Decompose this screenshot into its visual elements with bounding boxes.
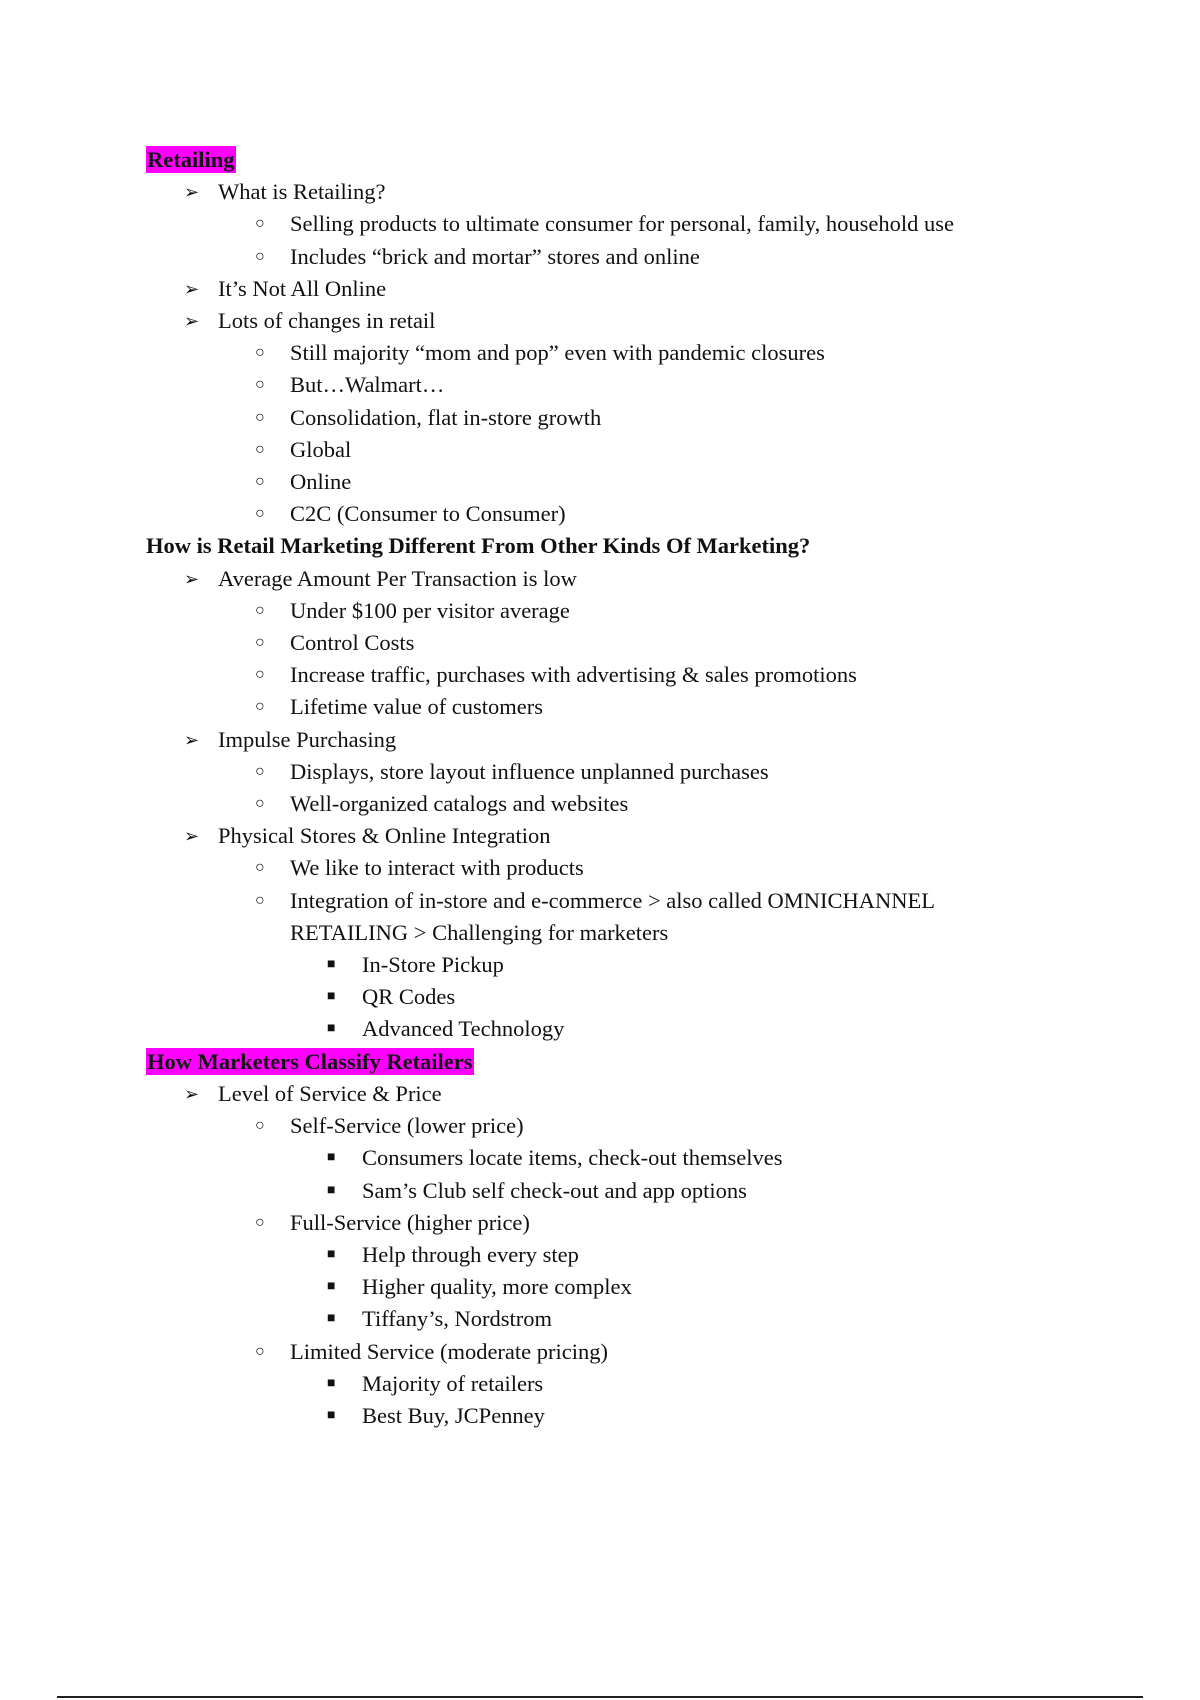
list-item: ■ Consumers locate items, check-out themselves <box>146 1142 1046 1174</box>
list-item: ➢ Impulse Purchasing <box>146 724 1046 756</box>
arrow-bullet-icon: ➢ <box>184 1083 200 1104</box>
highlighted-heading: How Marketers Classify Retailers <box>147 1048 473 1074</box>
list-item: ➢ What is Retailing? <box>146 176 1046 208</box>
highlighted-heading: Retailing <box>147 147 235 172</box>
list-item: ■ Sam’s Club self check-out and app options <box>146 1175 1046 1207</box>
list-item: ➢ Physical Stores & Online Integration <box>146 820 1046 852</box>
circle-bullet-icon: ○ <box>255 505 265 523</box>
circle-bullet-icon: ○ <box>255 473 265 491</box>
list-item: ○ Well-organized catalogs and websites <box>146 788 1046 820</box>
list-item: ○ Consolidation, flat in-store growth <box>146 402 1046 434</box>
circle-bullet-icon: ○ <box>255 215 265 233</box>
list-item-continuation: RETAILING > Challenging for marketers <box>290 919 669 945</box>
list-item: ■ Majority of retailers <box>146 1368 1046 1400</box>
circle-bullet-icon: ○ <box>255 795 265 813</box>
list-item: ■ Higher quality, more complex <box>146 1271 1046 1303</box>
list-item: ■ In-Store Pickup <box>146 949 1046 981</box>
square-bullet-icon: ■ <box>327 957 336 973</box>
section-heading-retailing <box>146 144 1046 176</box>
list-item: ○ Limited Service (moderate pricing) <box>146 1336 1046 1368</box>
list-item: ○ Online <box>146 466 1046 498</box>
footer-divider <box>57 1696 1143 1698</box>
list-item: ➢ Level of Service & Price <box>146 1078 1046 1110</box>
circle-bullet-icon: ○ <box>255 1213 265 1231</box>
arrow-bullet-icon: ➢ <box>184 311 200 332</box>
circle-bullet-icon: ○ <box>255 1342 265 1360</box>
circle-bullet-icon: ○ <box>255 891 265 909</box>
list-item: ○ Selling products to ultimate consumer for personal, family, household use <box>146 208 1046 240</box>
square-bullet-icon: ■ <box>327 1150 336 1166</box>
square-bullet-icon: ■ <box>327 1407 336 1423</box>
section-heading-retail-marketing: How is Retail Marketing Different From Other Kinds Of Marketing? <box>146 533 811 559</box>
list-item: ➢ Lots of changes in retail <box>146 305 1046 337</box>
circle-bullet-icon: ○ <box>255 859 265 877</box>
circle-bullet-icon: ○ <box>255 698 265 716</box>
circle-bullet-icon: ○ <box>255 440 265 458</box>
list-item: ■ Advanced Technology <box>146 1013 1046 1045</box>
list-item: ○ Under $100 per visitor average <box>146 595 1046 627</box>
arrow-bullet-icon: ➢ <box>184 729 200 750</box>
list-item: ■ QR Codes <box>146 981 1046 1013</box>
list-item: ○ But…Walmart… <box>146 369 1046 401</box>
list-item: ■ Best Buy, JCPenney <box>146 1400 1046 1432</box>
circle-bullet-icon: ○ <box>255 344 265 362</box>
list-item: ■ Help through every step <box>146 1239 1046 1271</box>
list-item: ○ We like to interact with products <box>146 852 1046 884</box>
list-item: ○ Integration of in-store and e-commerce > also called OMNICHANNEL <box>146 885 1046 917</box>
list-item: ○ Lifetime value of customers <box>146 691 1046 723</box>
list-item: ○ Global <box>146 434 1046 466</box>
circle-bullet-icon: ○ <box>255 601 265 619</box>
circle-bullet-icon: ○ <box>255 376 265 394</box>
list-item: ➢ Average Amount Per Transaction is low <box>146 563 1046 595</box>
list-item: ○ Increase traffic, purchases with advertising & sales promotions <box>146 659 1046 691</box>
circle-bullet-icon: ○ <box>255 666 265 684</box>
list-item: ○ Still majority “mom and pop” even with pandemic closures <box>146 337 1046 369</box>
square-bullet-icon: ■ <box>327 1021 336 1037</box>
circle-bullet-icon: ○ <box>255 762 265 780</box>
arrow-bullet-icon: ➢ <box>184 568 200 589</box>
square-bullet-icon: ■ <box>327 1246 336 1262</box>
list-item: ➢ It’s Not All Online <box>146 273 1046 305</box>
section-heading-classify-retailers <box>146 1046 1046 1078</box>
list-item: ○ Control Costs <box>146 627 1046 659</box>
square-bullet-icon: ■ <box>327 1182 336 1198</box>
square-bullet-icon: ■ <box>327 989 336 1005</box>
arrow-bullet-icon: ➢ <box>184 278 200 299</box>
circle-bullet-icon: ○ <box>255 247 265 265</box>
square-bullet-icon: ■ <box>327 1279 336 1295</box>
list-item: ○ Includes “brick and mortar” stores and online <box>146 241 1046 273</box>
arrow-bullet-icon: ➢ <box>184 182 200 203</box>
square-bullet-icon: ■ <box>327 1311 336 1327</box>
circle-bullet-icon: ○ <box>255 1117 265 1135</box>
list-item: ○ C2C (Consumer to Consumer) <box>146 498 1046 530</box>
list-item: ○ Self-Service (lower price) <box>146 1110 1046 1142</box>
square-bullet-icon: ■ <box>327 1375 336 1391</box>
arrow-bullet-icon: ➢ <box>184 826 200 847</box>
list-item: ■ Tiffany’s, Nordstrom <box>146 1303 1046 1335</box>
list-item: ○ Displays, store layout influence unplanned purchases <box>146 756 1046 788</box>
notes-content <box>146 144 1046 1432</box>
list-item: ○ Full-Service (higher price) <box>146 1207 1046 1239</box>
circle-bullet-icon: ○ <box>255 634 265 652</box>
circle-bullet-icon: ○ <box>255 408 265 426</box>
